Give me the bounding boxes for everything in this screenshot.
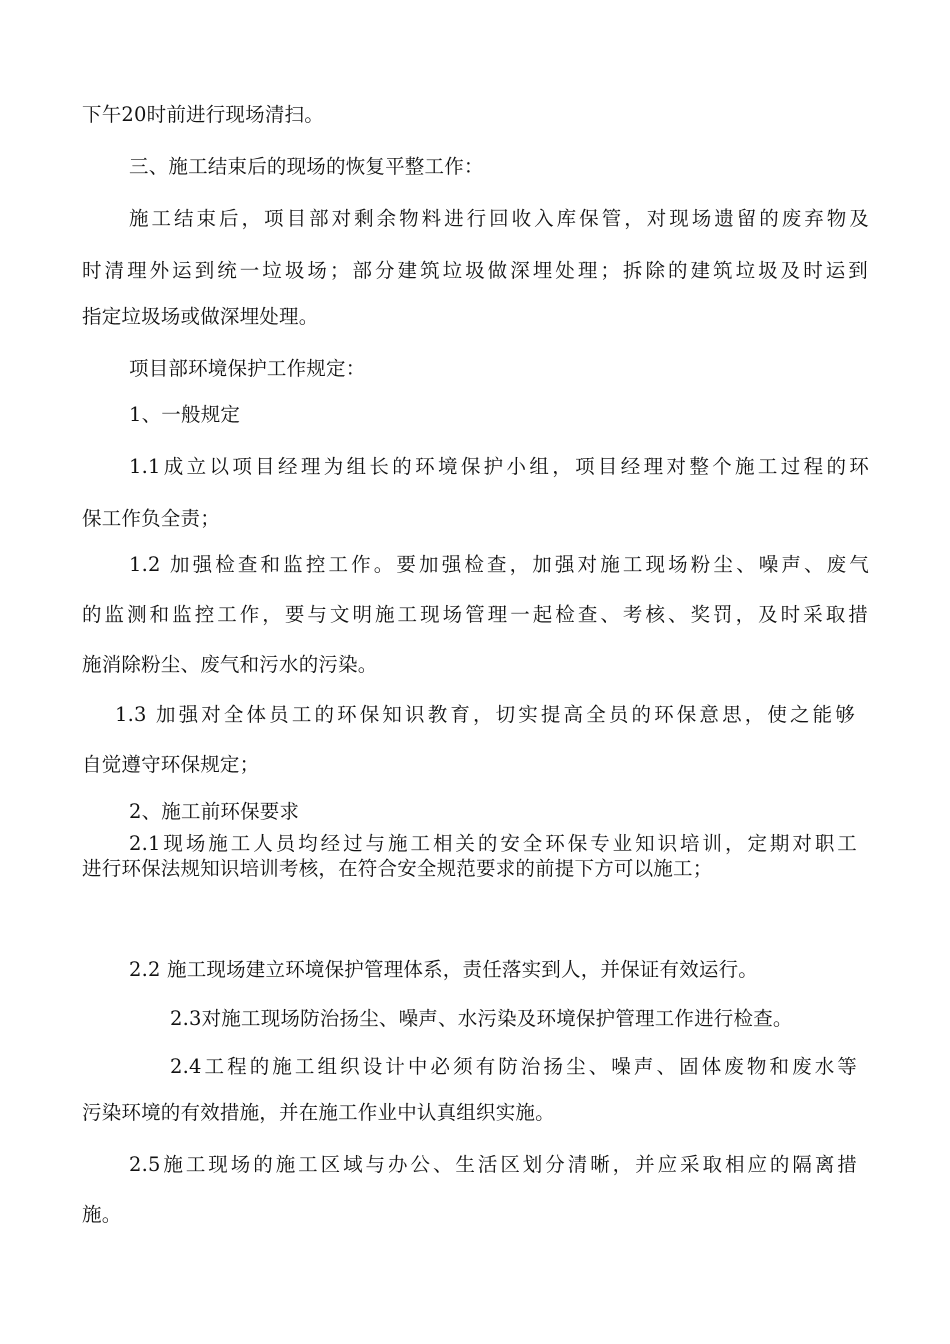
text-line-8: 1.1成立以项目经理为组长的环境保护小组，项目经理对整个施工过程的环 <box>129 455 869 478</box>
text-line-20: 2.4工程的施工组织设计中必须有防治扬尘、噪声、固体废物和废水等 <box>170 1055 857 1078</box>
text-line-4: 时清理外运到统一垃圾场；部分建筑垃圾做深埋处理；拆除的建筑垃圾及时运到 <box>82 259 868 282</box>
text-line-13: 1.3 加强对全体员工的环保知识教育，切实提高全员的环保意思，使之能够 <box>115 703 855 726</box>
text-line-17: 进行环保法规知识培训考核，在符合安全规范要求的前提下方可以施工； <box>82 857 713 880</box>
text-line-21: 污染环境的有效措施，并在施工作业中认真组织实施。 <box>82 1101 555 1124</box>
text-line-23: 施。 <box>82 1203 122 1226</box>
text-line-11: 的监测和监控工作，要与文明施工现场管理一起检查、考核、奖罚，及时采取措 <box>82 603 868 626</box>
section-heading-2: 2、施工前环保要求 <box>129 800 300 823</box>
text-line-1: 下午20时前进行现场清扫。 <box>82 103 324 126</box>
text-line-12: 施消除粉尘、废气和污水的污染。 <box>82 653 378 676</box>
text-line-16: 2.1现场施工人员均经过与施工相关的安全环保专业知识培训，定期对职工 <box>129 832 857 855</box>
section-heading-1: 1、一般规定 <box>129 403 241 426</box>
text-line-3: 施工结束后，项目部对剩余物料进行回收入库保管，对现场遗留的废弃物及 <box>129 207 869 230</box>
text-line-10: 1.2 加强检查和监控工作。要加强检查，加强对施工现场粉尘、噪声、废气 <box>129 553 869 576</box>
section-heading-3: 三、施工结束后的现场的恢复平整工作： <box>129 155 484 178</box>
text-line-14: 自觉遵守环保规定； <box>82 753 260 776</box>
text-line-18: 2.2 施工现场建立环境保护管理体系，责任落实到人，并保证有效运行。 <box>129 958 759 981</box>
text-line-22: 2.5施工现场的施工区域与办公、生活区划分清晰，并应采取相应的隔离措 <box>129 1153 857 1176</box>
rules-heading: 项目部环境保护工作规定： <box>129 357 366 380</box>
text-line-19: 2.3对施工现场防治扬尘、噪声、水污染及环境保护管理工作进行检查。 <box>170 1007 793 1030</box>
text-line-9: 保工作负全责； <box>82 507 220 530</box>
text-line-5: 指定垃圾场或做深埋处理。 <box>82 305 319 328</box>
